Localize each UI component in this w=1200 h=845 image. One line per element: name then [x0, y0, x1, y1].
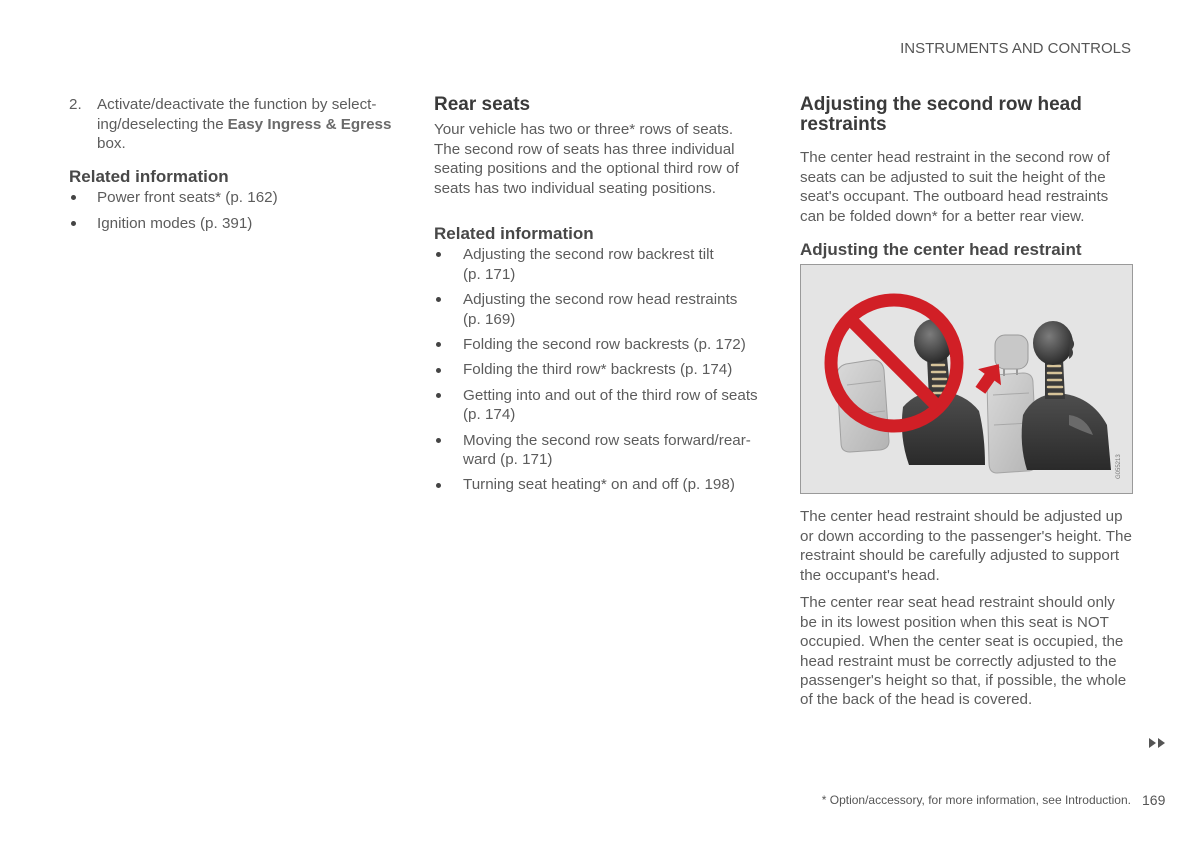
paragraph-line: the occupant's head.: [800, 566, 940, 584]
section-title-rear-seats: Rear seats: [434, 94, 531, 115]
related-information-heading: Related information: [69, 167, 229, 186]
related-link[interactable]: [434, 386, 758, 425]
step-text: [97, 95, 391, 153]
paragraph-line: Your vehicle has two or three* rows of seats.: [434, 121, 734, 139]
correct-position-scene: [969, 321, 1111, 473]
related-link-text[interactable]: Folding the second row backrests (p. 172): [463, 335, 746, 353]
related-link-text[interactable]: (p. 171): [463, 265, 516, 283]
paragraph-line: occupied. When the center seat is occupied, the: [800, 633, 1124, 651]
paragraph-line: be in its lowest position when this seat is NOT: [800, 613, 1109, 631]
related-link-text[interactable]: Adjusting the second row backrest tilt: [463, 246, 714, 264]
paragraph-line: of the back of the head is covered.: [800, 691, 1033, 709]
related-link-text[interactable]: (p. 174): [463, 406, 516, 424]
related-information-list: [434, 245, 758, 500]
related-link-text[interactable]: Turning seat heating* on and off (p. 198): [463, 476, 735, 494]
passenger-head-right: [1033, 321, 1073, 365]
related-link-text[interactable]: Moving the second row seats forward/rear-: [463, 431, 751, 449]
paragraph-line: restraint should be carefully adjusted to support: [800, 547, 1120, 565]
head-restraint-figure: [800, 264, 1133, 494]
related-link[interactable]: [434, 290, 758, 329]
bullet-icon: [436, 342, 441, 347]
heading-line: restraints: [800, 114, 887, 135]
related-link-text[interactable]: Ignition modes (p. 391): [97, 214, 253, 232]
paragraph-line: or down according to the passenger's height. The: [800, 527, 1132, 545]
paragraph-line: The center rear seat head restraint should only: [800, 594, 1115, 612]
related-link-text[interactable]: Getting into and out of the third row of seats: [463, 386, 758, 404]
related-information-list: [69, 188, 278, 239]
paragraph-line: seats can be adjusted to suit the height of the: [800, 168, 1106, 186]
related-link[interactable]: [69, 188, 278, 207]
head-restraint-paragraph-1: [800, 507, 1132, 585]
bullet-icon: [71, 221, 76, 226]
bullet-icon: [71, 195, 76, 200]
paragraph-line: The center head restraint should be adjusted up: [800, 508, 1123, 526]
related-link-text[interactable]: Power front seats* (p. 162): [97, 189, 278, 207]
related-link[interactable]: [69, 214, 278, 233]
bullet-icon: [436, 393, 441, 398]
rear-seats-paragraph: [434, 120, 739, 198]
step-line-prefix: ing/deselecting the: [97, 115, 224, 133]
head-restraints-intro: [800, 148, 1110, 226]
head-restraint-illustration: [801, 265, 1132, 493]
option-name: Easy Ingress & Egress: [227, 115, 392, 133]
step-line: box.: [97, 135, 126, 153]
paragraph-line: passenger's height so that, if possible, the whole: [800, 671, 1127, 689]
step-line: [97, 115, 391, 134]
heading-line: Adjusting the second row head: [800, 94, 1082, 115]
bullet-icon: [436, 483, 441, 488]
related-link[interactable]: [434, 245, 758, 284]
related-link[interactable]: [434, 431, 758, 470]
paragraph-line: can be folded down* for a better rear view.: [800, 207, 1085, 225]
subsection-title: Adjusting the center head restraint: [800, 240, 1082, 259]
paragraph-line: seat's occupant. The outboard head restraints: [800, 188, 1109, 206]
paragraph-line: seats has two individual seating positions.: [434, 179, 716, 197]
incorrect-position-scene: [831, 300, 985, 465]
headrest-raised: [995, 335, 1028, 369]
paragraph-line: The center head restraint in the second row of: [800, 149, 1110, 167]
step-2: [69, 95, 409, 155]
related-information-heading: Related information: [434, 224, 594, 243]
related-link[interactable]: [434, 335, 758, 354]
section-title-head-restraints: [800, 95, 1082, 135]
paragraph-line: head restraint must be correctly adjusted to the: [800, 652, 1117, 670]
head-restraint-paragraph-2: [800, 593, 1126, 709]
bullet-icon: [436, 438, 441, 443]
related-link[interactable]: [434, 360, 758, 379]
bullet-icon: [436, 252, 441, 257]
double-right-triangle-icon: [1149, 738, 1166, 748]
section-header: INSTRUMENTS AND CONTROLS: [900, 40, 1131, 57]
paragraph-line: seating positions and the optional third row of: [434, 160, 739, 178]
page-number: 169: [1142, 792, 1166, 808]
step-number: 2.: [69, 96, 82, 114]
bullet-icon: [436, 297, 441, 302]
paragraph-line: The second row of seats has three individual: [434, 140, 735, 158]
passenger-torso-right: [1022, 393, 1111, 470]
footnote: * Option/accessory, for more information, see Introduction.: [821, 793, 1131, 807]
bullet-icon: [436, 368, 441, 373]
figure-code: G055213: [1116, 454, 1122, 479]
related-link-text[interactable]: (p. 169): [463, 310, 516, 328]
step-line: Activate/deactivate the function by select-: [97, 96, 377, 114]
related-link-text[interactable]: Adjusting the second row head restraints: [463, 291, 738, 309]
related-link-text[interactable]: Folding the third row* backrests (p. 174): [463, 361, 733, 379]
related-link-text[interactable]: ward (p. 171): [463, 450, 553, 468]
related-link[interactable]: [434, 475, 758, 494]
